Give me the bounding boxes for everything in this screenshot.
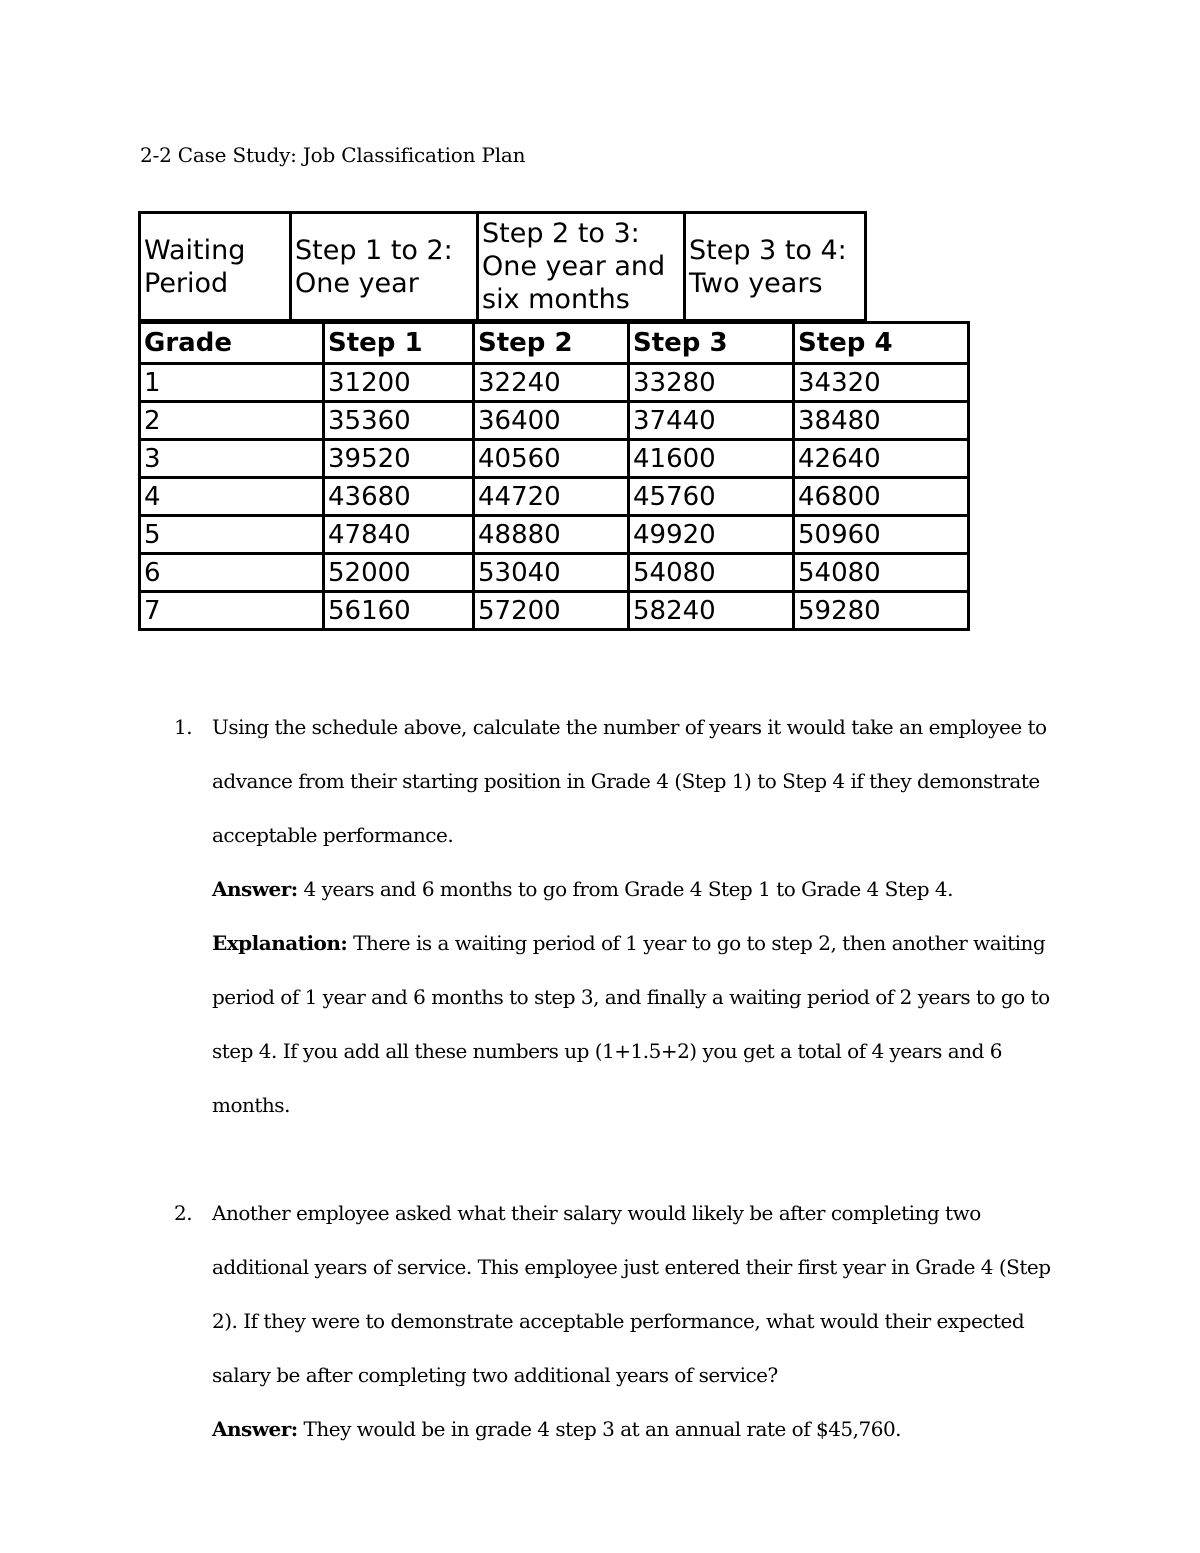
waiting-period-step-3-to-4: Step 3 to 4: Two years: [689, 234, 847, 299]
table-cell: 47840: [324, 516, 474, 554]
table-cell: 57200: [474, 592, 629, 630]
column-header-step-2: Step 2: [474, 323, 629, 364]
waiting-period-cell: [291, 213, 478, 321]
table-cell: 34320: [794, 364, 969, 402]
table-cell: 35360: [324, 402, 474, 440]
table-cell: 52000: [324, 554, 474, 592]
question-text: Using the schedule above, calculate the number of years it would take an employee to advance from their starting position in Grade 4 (Step 1) to Step 4 if they demonstrate acceptable performance.: [212, 715, 1047, 847]
table-cell: 56160: [324, 592, 474, 630]
table-row: [140, 402, 969, 440]
waiting-period-step-1-to-2: Step 1 to 2: One year: [295, 234, 453, 299]
table-cell: 53040: [474, 554, 629, 592]
waiting-period-label: Waiting Period: [144, 234, 246, 299]
table-cell: 3: [140, 440, 324, 478]
question-text: Another employee asked what their salary would likely be after completing two additional years of service. This employee just entered their first year in Grade 4 (Step 2). If they were to demonstrate acceptable performance, what would their expected salary be after completing two additional years of service?: [212, 1201, 1051, 1387]
table-cell: 50960: [794, 516, 969, 554]
answer-text: They would be in grade 4 step 3 at an annual rate of $45,760.: [303, 1417, 902, 1441]
table-cell: 39520: [324, 440, 474, 478]
table-cell: 46800: [794, 478, 969, 516]
question-number: 1.: [174, 715, 193, 739]
column-header-grade: Grade: [140, 323, 324, 364]
table-row: [140, 592, 969, 630]
table-cell: 54080: [629, 554, 794, 592]
table-row: [140, 440, 969, 478]
question-item: [171, 1186, 1071, 1456]
table-cell: 32240: [474, 364, 629, 402]
table-cell: 48880: [474, 516, 629, 554]
column-header-step-3: Step 3: [629, 323, 794, 364]
answer-label: Answer:: [212, 1417, 298, 1441]
waiting-period-cell: [685, 213, 866, 321]
table-cell: 38480: [794, 402, 969, 440]
table-cell: 36400: [474, 402, 629, 440]
question-item: [171, 700, 1071, 1132]
table-cell: 37440: [629, 402, 794, 440]
waiting-period-cell: [478, 213, 685, 321]
table-cell: 2: [140, 402, 324, 440]
question-list: [171, 700, 1071, 1456]
table-cell: 4: [140, 478, 324, 516]
answer-label: Answer:: [212, 877, 298, 901]
answer-text: 4 years and 6 months to go from Grade 4 Step 1 to Grade 4 Step 4.: [303, 877, 953, 901]
waiting-period-header: [140, 213, 291, 321]
table-cell: 43680: [324, 478, 474, 516]
table-cell: 49920: [629, 516, 794, 554]
table-cell: 54080: [794, 554, 969, 592]
table-header-row: [140, 323, 969, 364]
column-header-step-1: Step 1: [324, 323, 474, 364]
table-cell: 59280: [794, 592, 969, 630]
table-cell: 58240: [629, 592, 794, 630]
column-header-step-4: Step 4: [794, 323, 969, 364]
table-row: [140, 478, 969, 516]
question-number: 2.: [174, 1201, 193, 1225]
table-row: [140, 554, 969, 592]
table-row: [140, 516, 969, 554]
explanation-label: Explanation:: [212, 931, 348, 955]
waiting-period-row: [140, 213, 866, 321]
table-cell: 31200: [324, 364, 474, 402]
page-title: 2-2 Case Study: Job Classification Plan: [140, 143, 526, 167]
table-cell: 7: [140, 592, 324, 630]
table-cell: 41600: [629, 440, 794, 478]
waiting-period-step-2-to-3: Step 2 to 3: One year and six months: [482, 218, 666, 315]
table-cell: 6: [140, 554, 324, 592]
table-cell: 40560: [474, 440, 629, 478]
table-cell: 44720: [474, 478, 629, 516]
table-cell: 1: [140, 364, 324, 402]
table-cell: 45760: [629, 478, 794, 516]
answer-paragraph: [212, 862, 1071, 916]
waiting-period-table: [138, 211, 867, 322]
explanation-text: There is a waiting period of 1 year to go to step 2, then another waiting period of 1 year and 6 months to step 3, and finally a waiting period of 2 years to go to step 4. If you add all these numbers up (1+1.5+2) you get a total of 4 years and 6 months.: [212, 931, 1050, 1117]
table-cell: 5: [140, 516, 324, 554]
table-cell: 33280: [629, 364, 794, 402]
table-row: [140, 364, 969, 402]
explanation-paragraph: [212, 916, 1071, 1132]
answer-paragraph: [212, 1402, 1071, 1456]
salary-schedule-table: [138, 321, 970, 631]
table-cell: 42640: [794, 440, 969, 478]
